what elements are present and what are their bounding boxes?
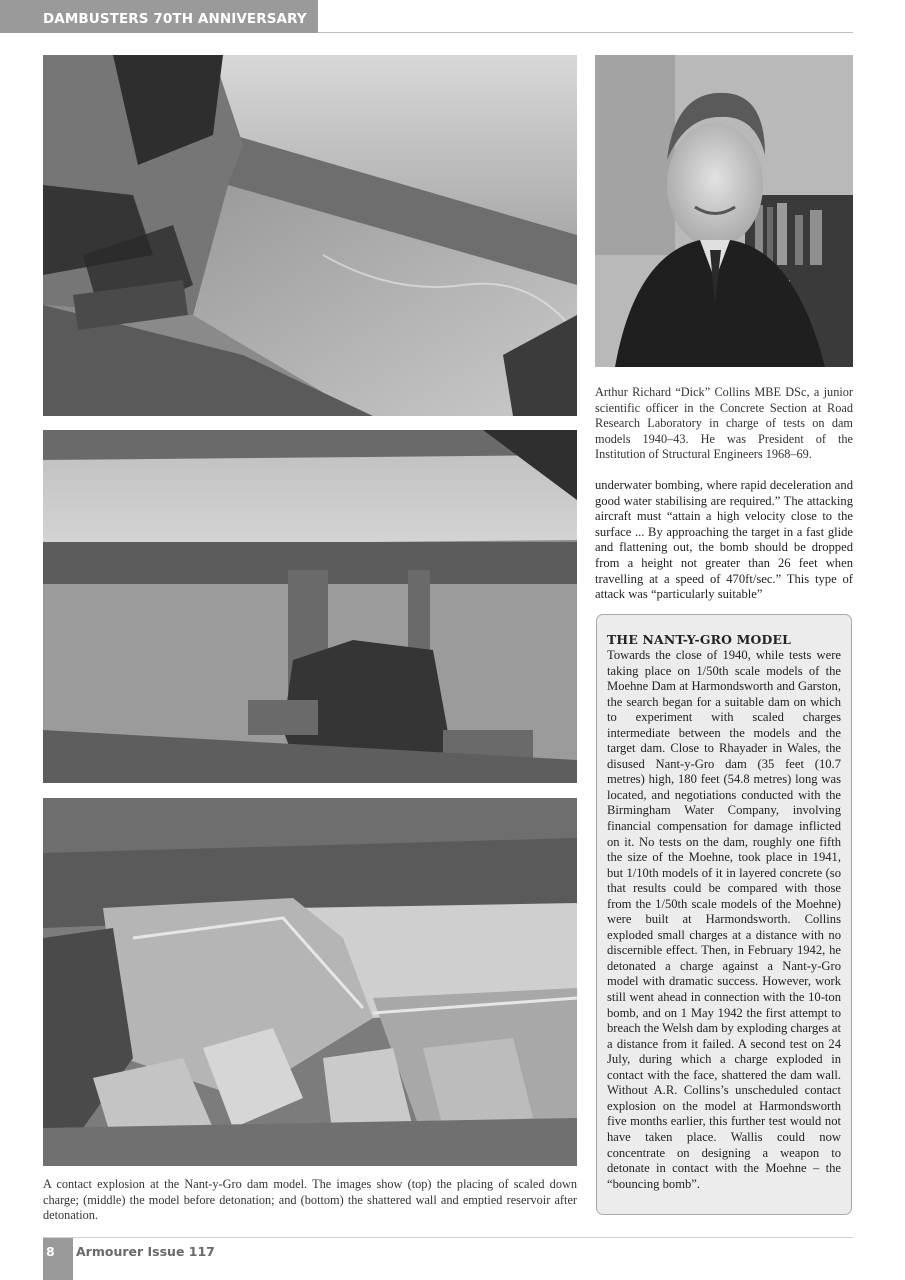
photo-portrait-collins-image: [595, 55, 853, 367]
sidebar-box: [596, 614, 852, 1215]
publication-label: Armourer Issue 117: [76, 1244, 215, 1259]
photo-model-before: [43, 430, 577, 783]
photo-portrait-collins: [595, 55, 853, 367]
page-number: 8: [46, 1244, 55, 1259]
photo-shattered-wall-image: [43, 798, 577, 1166]
header-rule: [318, 32, 853, 33]
photo-model-before-image: [43, 430, 577, 783]
photo-placing-charge: [43, 55, 577, 416]
body-paragraph: underwater bombing, where rapid deceleration and good water stabilising are required.” The attacking aircraft must “attain a high velocity close to the surface ... By approaching the target in a fast glide and flattening out, the bomb should be dropped from a height not greater than 26 feet when travelling at a speed of 470ft/sec.” This type of attack was “particularly suitable”: [595, 478, 853, 602]
photo-shattered-wall: [43, 798, 577, 1166]
sidebar-title: THE NANT-Y-GRO MODEL: [607, 632, 792, 647]
portrait-caption: Arthur Richard “Dick” Collins MBE DSc, a junior scientific officer in the Concrete Section at Road Research Laboratory in charge of tests on dam models 1940–43. He was President of the Institution of Structural Engineers 1968–69.: [595, 385, 853, 462]
photos-caption: A contact explosion at the Nant-y-Gro dam model. The images show (top) the placing of scaled down charge; (middle) the model before detonation; and (bottom) the shattered wall and emptied reservoir after detonation.: [43, 1177, 577, 1223]
sidebar-text: Towards the close of 1940, while tests were taking place on 1/50th scale models of the Moehne Dam at Harmondsworth and Garston, the search began for a suitable dam on which to experiment with scaled charges intermediate between the models and the target dam. Close to Rhayader in Wales, the disused Nant-y-Gro dam (35 feet (10.7 metres) high, 180 feet (54.8 metres) long was located, and negotiations conducted with the Birmingham Water Company, involving financial compensation for damage inflicted on it. No tests on the dam, roughly one fifth the size of the Moehne, took place in 1941, but 1/10th models of it in layered concrete (so that results could be compared with those from the 1/50th scale models of the Moehne) were built at Harmondsworth. Collins exploded small charges at a distance with no discernible effect. Then, in February 1942, he detonated a charge against a Nant-y-Gro model with dramatic success. However, work still went ahead in connection with the 10-ton bomb, and on 1 May 1942 the first attempt to breach the Welsh dam by exploding charges at a distance from it failed. A second test on 24 July, during which a charge exploded in contact with the face, shattered the dam wall. Without A.R. Collins’s unscheduled contact explosion on the model at Harmondsworth five months earlier, this further test would not have taken place. Wallis could now concentrate on designing a weapon to detonate in contact with the Moehne – the “bouncing bomb”.: [607, 648, 841, 1191]
footer-rule: [43, 1237, 853, 1238]
section-title: DAMBUSTERS 70TH ANNIVERSARY: [43, 11, 307, 27]
photo-placing-charge-image: [43, 55, 577, 416]
